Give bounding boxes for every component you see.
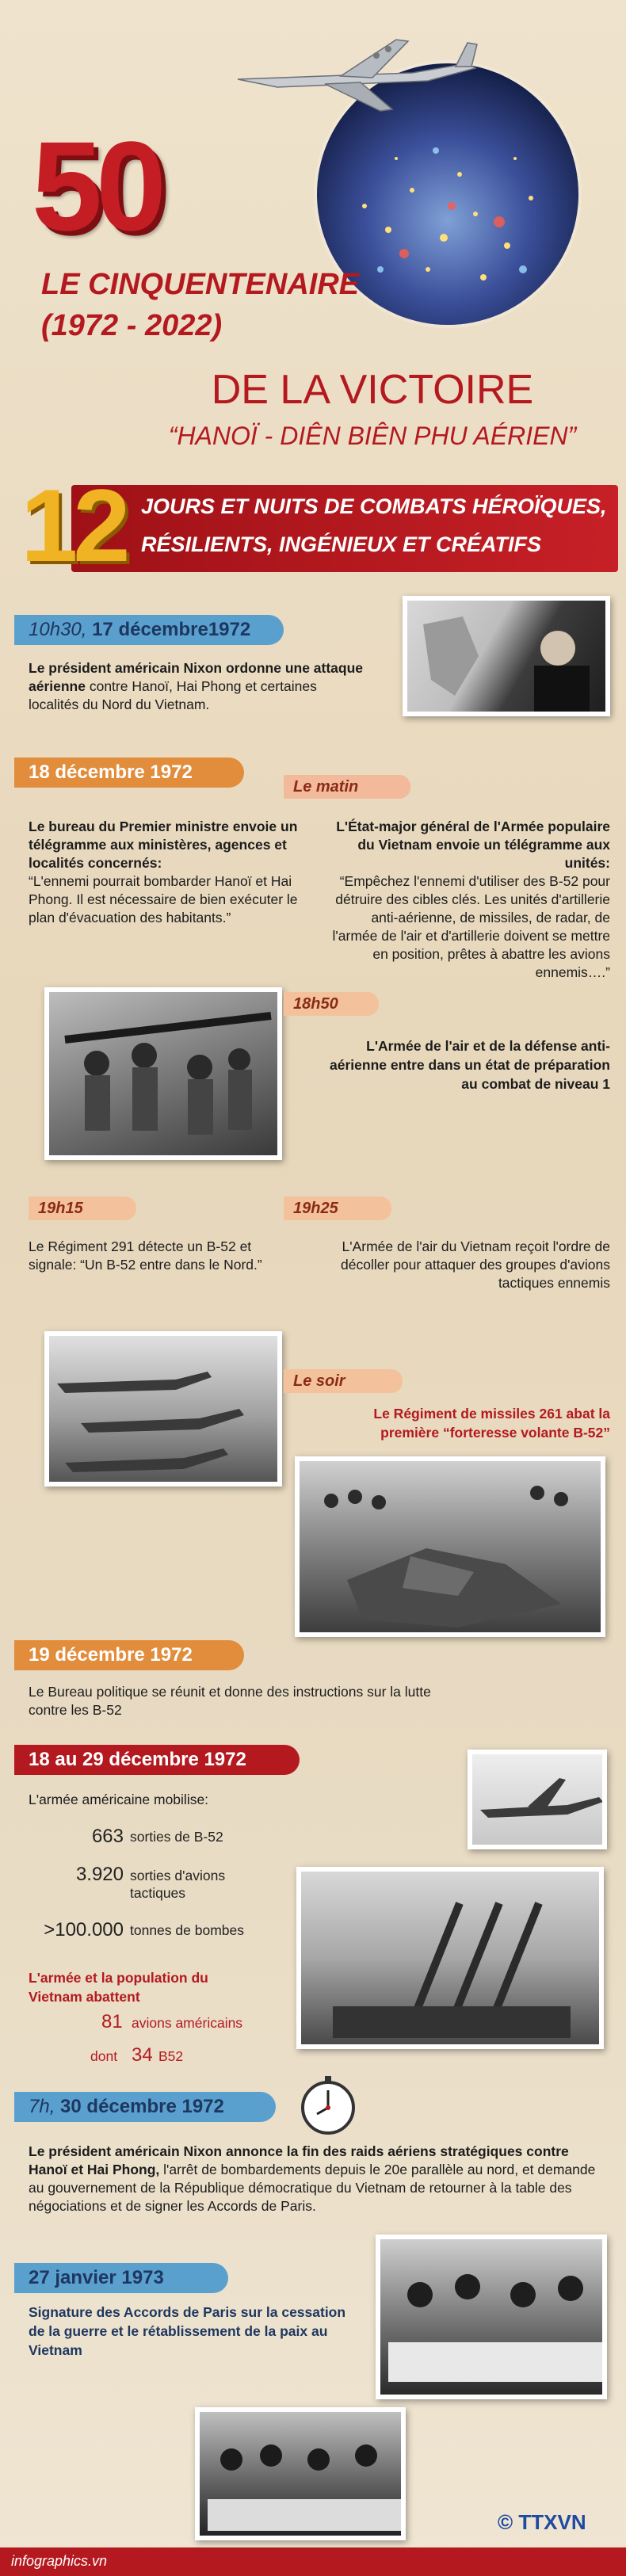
photo-b52-in-flight	[468, 1750, 607, 1849]
stat-label: tonnes de bombes	[130, 1922, 244, 1938]
banner-number-12: 12	[21, 467, 126, 583]
footer-logo: © TTXVN	[498, 2510, 586, 2534]
s2-left-bold: Le bureau du Premier ministre envoie un télégramme aux ministères, agences et localités concernés:	[29, 819, 298, 871]
b52-num: 34	[132, 2044, 153, 2066]
stat-num: 3.920	[75, 1864, 124, 1885]
footer-bar	[0, 2547, 626, 2576]
header-number-50: 50	[32, 115, 160, 257]
date-day: 30 décembre 1972	[55, 2096, 224, 2117]
shot-label: avions américains	[132, 2015, 243, 2031]
s2-text-1915: Le Régiment 291 détecte un B-52 et signale: “Un B-52 entre dans le Nord.”	[29, 1238, 262, 1273]
date-time: 10h30,	[29, 619, 87, 640]
date-pill-19-dec: 19 décembre 1972	[14, 1640, 244, 1670]
s2-right-text	[325, 818, 610, 982]
s4-red-heading: L'armée et la population du Vietnam abattent	[29, 1970, 208, 2005]
date-pill-27-jan: 27 janvier 1973	[14, 2263, 228, 2293]
b52-label: B52	[158, 2048, 184, 2064]
shot-row	[29, 2011, 290, 2040]
s2-left-normal: “L'ennemi pourrait bombarder Hanoï et Hai Phong. Il est nécessaire de bien exécuter le plan d'évacuation des habitants.”	[29, 873, 298, 925]
photo-soldiers-gun	[44, 987, 282, 1160]
s1-text-bold: Le président américain Nixon ordonne une attaque aérienne	[29, 660, 364, 694]
shot-num: 81	[101, 2011, 123, 2032]
stat-row-3	[29, 1918, 290, 1949]
s1-text	[29, 659, 369, 714]
header-line2: (1972 - 2022)	[41, 309, 223, 342]
stat-row-1	[29, 1824, 290, 1856]
dont-label: dont	[90, 2048, 118, 2064]
photo-b52-airfield	[44, 1331, 282, 1486]
s2-text-soir: Le Régiment de missiles 261 abat la première “forteresse volante B-52”	[373, 1406, 610, 1441]
b52-row	[29, 2044, 290, 2073]
clock-icon	[298, 2076, 358, 2136]
date-pill-18-29-dec: 18 au 29 décembre 1972	[14, 1745, 300, 1775]
stat-label: sorties de B-52	[130, 1829, 223, 1845]
stat-label: sorties d'avions tactiques	[130, 1868, 226, 1901]
s2-right-normal: “Empêchez l'ennemi d'utiliser des B-52 pour détruire des cibles clés. Les unités d'artillerie anti-aérienne, de missiles, de radar, de l'armée de l'air et d'artillerie doivent se mettre en position, prêtes à abattre les avions ennemis….”	[332, 873, 610, 980]
stat-row-2	[29, 1862, 290, 1906]
tag-19h15: 19h15	[29, 1196, 136, 1220]
s2-right-bold: L'État-major général de l'Armée populaire du Vietnam envoie un télégramme aux unités:	[336, 819, 610, 871]
tag-18h50: 18h50	[284, 992, 379, 1016]
date-pill-30-dec	[14, 2092, 276, 2122]
banner-line2: RÉSILIENTS, INGÉNIEUX ET CRÉATIFS	[141, 532, 542, 556]
photo-nixon-map	[403, 596, 610, 716]
banner-line1: JOURS ET NUITS DE COMBATS HÉROÏQUES,	[141, 494, 607, 518]
s2-text-1925: L'Armée de l'air du Vietnam reçoit l'ordre de décoller pour attaquer des groupes d'avions tactiques ennemis	[341, 1238, 610, 1291]
date-day: 17 décembre1972	[86, 619, 251, 640]
s5-text-bold: Le président américain Nixon annonce la fin des raids aériens stratégiques contre Hanoï et Hai Phong,	[29, 2143, 569, 2177]
stat-num: 663	[91, 1826, 124, 1847]
s2-left-text	[29, 818, 306, 927]
header-line3: DE LA VICTOIRE	[211, 367, 534, 413]
s5-text-normal: l'arrêt de bombardements depuis le 20e parallèle au nord, et demande au gouvernement de la République démocratique du Vietnam de retourner à la table des négociations et de signer les Accords de Paris.	[29, 2162, 596, 2214]
s6-text: Signature des Accords de Paris sur la cessation de la guerre et le rétablissement de la paix au Vietnam	[29, 2304, 346, 2358]
photo-paris-signing	[376, 2234, 607, 2399]
tag-19h25: 19h25	[284, 1196, 391, 1220]
header-line4: “HANOÏ - DIÊN BIÊN PHU AÉRIEN”	[168, 422, 577, 450]
s1-text-normal: contre Hanoï, Hai Phong et certaines localités du Nord du Vietnam.	[29, 678, 317, 712]
date-pill-18-dec: 18 décembre 1972	[14, 758, 244, 788]
tag-le-matin: Le matin	[284, 775, 410, 799]
bomber-icon	[230, 32, 483, 119]
photo-paris-conference	[195, 2407, 406, 2540]
photo-missile-launcher	[296, 1867, 604, 2049]
footer-site-link[interactable]: infographics.vn	[11, 2553, 108, 2569]
s4-intro: L'armée américaine mobilise:	[29, 1792, 209, 1807]
header-line1: LE CINQUENTENAIRE	[41, 268, 360, 301]
date-time: 7h,	[29, 2096, 55, 2117]
tag-le-soir: Le soir	[284, 1369, 403, 1393]
date-pill-17-dec	[14, 615, 284, 645]
s3-text: Le Bureau politique se réunit et donne des instructions sur la lutte contre les B-52	[29, 1684, 431, 1718]
photo-b52-wreckage	[295, 1456, 605, 1637]
stat-num: >100.000	[44, 1919, 124, 1941]
s2-text-1850: L'Armée de l'air et de la défense anti-aérienne entre dans un état de préparation au combat de niveau 1	[330, 1038, 610, 1092]
s5-text	[29, 2143, 607, 2215]
